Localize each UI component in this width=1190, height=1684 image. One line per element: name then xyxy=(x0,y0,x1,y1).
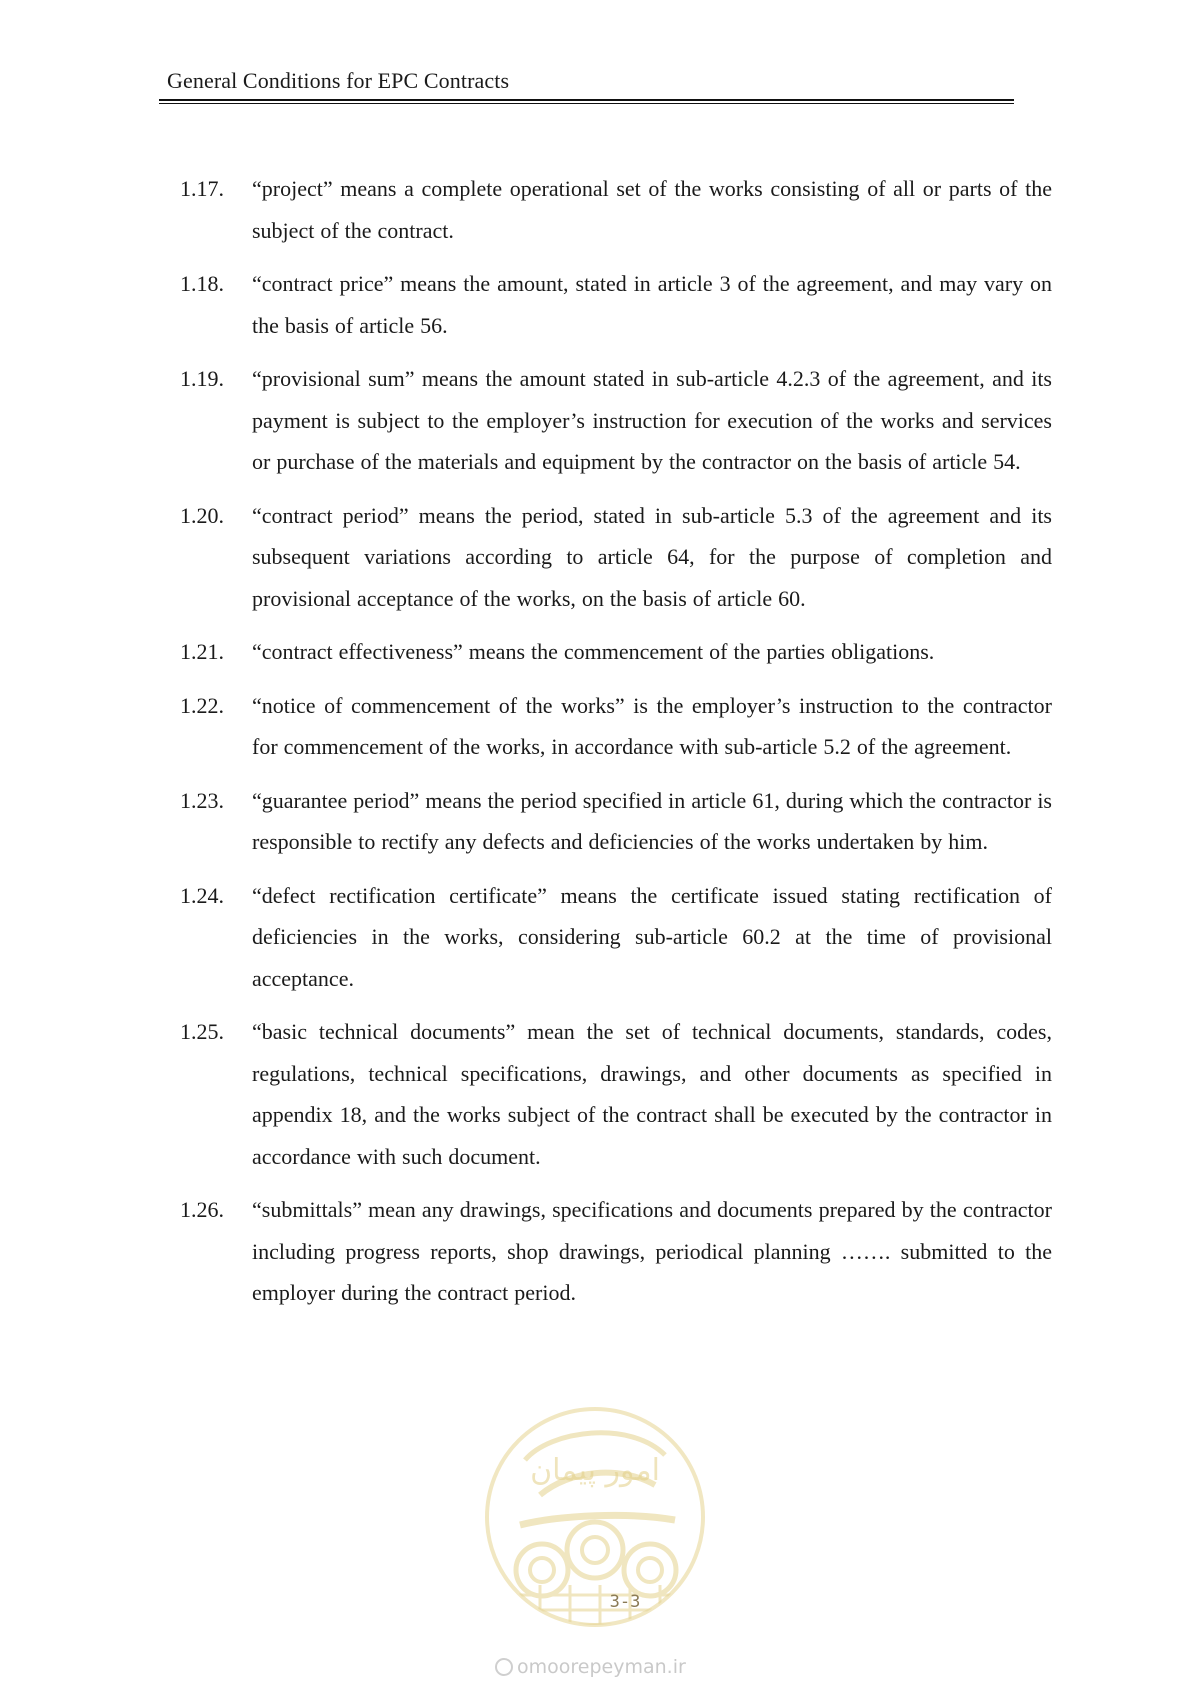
clause-number: 1.25. xyxy=(180,1019,224,1044)
clause-1-21 xyxy=(180,631,1052,673)
clause-number: 1.20. xyxy=(180,502,224,528)
clause-1-17 xyxy=(180,168,1052,251)
clause-number: 1.26. xyxy=(180,1197,224,1222)
clause-text: “contract effectiveness” means the commencement of the parties obligations. xyxy=(252,639,935,664)
document-title: General Conditions for EPC Contracts xyxy=(167,68,510,93)
page-header xyxy=(167,68,1022,94)
clause-1-24 xyxy=(180,875,1052,1000)
clause-text: “provisional sum” means the amount stated in sub-article 4.2.3 of the agreement, and its payment is subject to the employer’s instruction for execution of the works and services or purchase of the materials and equipment by the contractor on the basis of article 54. xyxy=(252,366,1052,474)
clause-text: “defect rectification certificate” means the certificate issued stating rectification of deficiencies in the works, considering sub-article 60.2 at the time of provisional acceptance. xyxy=(252,882,1052,991)
at-icon xyxy=(495,1658,513,1676)
header-double-rule xyxy=(159,99,1014,104)
clause-text: “project” means a complete operational set of the works consisting of all or parts of the subject of the contract. xyxy=(252,176,1052,243)
clause-number: 1.19. xyxy=(180,366,224,391)
clause-text: “contract price” means the amount, stated in article 3 of the agreement, and may vary on the basis of article 56. xyxy=(252,271,1052,338)
clause-1-18 xyxy=(180,263,1052,346)
clause-1-23 xyxy=(180,780,1052,863)
clause-number: 1.24. xyxy=(180,882,224,908)
watermark-text: omoorepeyman.ir xyxy=(517,1656,686,1678)
clause-1-19 xyxy=(180,358,1052,483)
clause-text: “submittals” mean any drawings, specifications and documents prepared by the contractor including progress reports, shop drawings, periodical planning ……. submitted to the employer during the contract period. xyxy=(252,1197,1052,1305)
clause-1-26 xyxy=(180,1189,1052,1314)
clause-1-22 xyxy=(180,685,1052,768)
clause-number: 1.17. xyxy=(180,176,224,201)
clause-text: “notice of commencement of the works” is the employer’s instruction to the contractor for commencement of the works, in accordance with sub-article 5.2 of the agreement. xyxy=(252,692,1052,759)
page-number: 3-3 xyxy=(609,1592,641,1612)
clause-text: “contract period” means the period, stated in sub-article 5.3 of the agreement and its subsequent variations according to article 64, for the purpose of completion and provisional acceptance of the works, on the basis of article 60. xyxy=(252,502,1052,611)
clause-number: 1.22. xyxy=(180,692,224,718)
clause-text: “basic technical documents” mean the set of technical documents, standards, codes, regulations, technical specifications, drawings, and other documents as specified in appendix 18, and the works subject of the contract shall be executed by the contractor in accordance with such document. xyxy=(252,1019,1052,1169)
clause-1-25 xyxy=(180,1011,1052,1177)
site-watermark xyxy=(495,1656,686,1678)
seal-text: امور پیمان xyxy=(530,1453,660,1488)
clause-text: “guarantee period” means the period specified in article 61, during which the contractor is responsible to rectify any defects and deficiencies of the works undertaken by him. xyxy=(252,787,1052,854)
definitions-list xyxy=(180,168,1052,1326)
clause-number: 1.21. xyxy=(180,639,224,664)
clause-number: 1.23. xyxy=(180,787,224,813)
clause-1-20 xyxy=(180,495,1052,620)
clause-number: 1.18. xyxy=(180,271,224,296)
